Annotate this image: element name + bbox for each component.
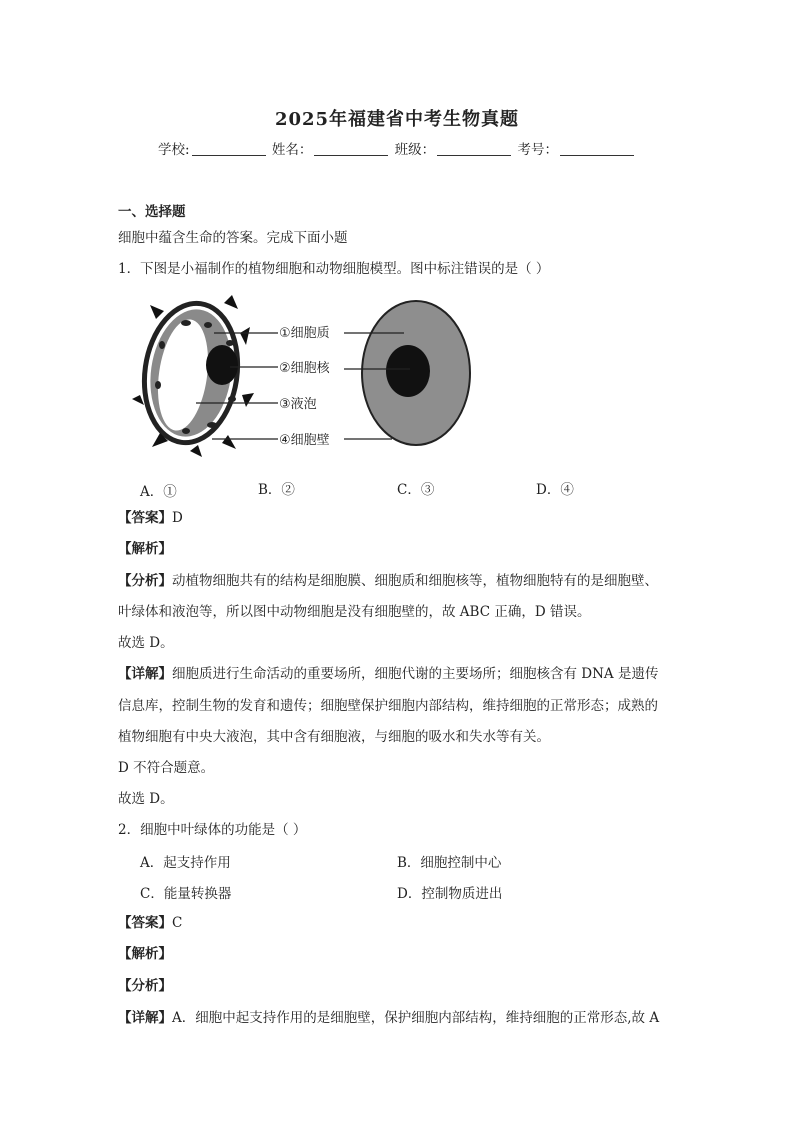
page-title: 2025年福建省中考生物真题 <box>274 109 520 130</box>
section-intro: 细胞中蕴含生命的答案。完成下面小题 <box>118 230 348 246</box>
plant-cell-figure <box>132 295 254 457</box>
q1-analysis-line1 <box>118 571 658 591</box>
q2-stem: 2．细胞中叶绿体的功能是（ ） <box>118 822 307 838</box>
exam-no-blank[interactable] <box>560 141 634 156</box>
section-title: 一、选择题 <box>118 204 186 220</box>
q1-detail-line4: D 不符合题意。 <box>118 760 215 776</box>
class-blank[interactable] <box>437 141 511 156</box>
q1-stem: 1．下图是小福制作的植物细胞和动物细胞模型。图中标注错误的是（ ） <box>118 261 550 277</box>
q1-option-a[interactable]: A．① <box>140 484 177 500</box>
q2-option-c[interactable]: C．能量转换器 <box>140 886 232 902</box>
exam-no-label: 考号： <box>517 142 558 158</box>
q2-answer <box>118 913 182 933</box>
q1-conclusion2: 故选 D。 <box>118 791 174 807</box>
q1-detail-line3: 植物细胞有中央大液泡，其中含有细胞液，与细胞的吸水和失水等有关。 <box>118 729 550 745</box>
class-label: 班级： <box>394 142 436 158</box>
q2-option-d[interactable]: D．控制物质进出 <box>397 886 503 902</box>
animal-cell-figure <box>362 301 470 445</box>
name-blank[interactable] <box>314 141 388 156</box>
school-label: 学校: <box>158 142 190 158</box>
label-vacuole: ③液泡 <box>279 397 317 412</box>
q2-analysis-sub-tag: 【分析】 <box>118 978 172 994</box>
q1-option-b[interactable]: B．② <box>258 482 295 498</box>
q1-answer <box>118 508 183 528</box>
q2-detail-line1 <box>118 1008 659 1028</box>
answer-value: D <box>172 510 183 526</box>
detail-tag: 【详解】 <box>118 666 172 682</box>
answer-tag: 【答案】 <box>118 915 172 931</box>
q2-analysis-tag: 【解析】 <box>118 946 172 962</box>
q1-conclusion1: 故选 D。 <box>118 635 174 651</box>
school-blank[interactable] <box>192 141 266 156</box>
name-label: 姓名： <box>271 142 313 158</box>
q1-detail-line1 <box>118 664 658 684</box>
q1-option-d[interactable]: D．④ <box>536 482 574 498</box>
detail-tag: 【详解】 <box>118 1010 172 1026</box>
detail-text: 细胞质进行生命活动的重要场所，细胞代谢的主要场所；细胞核含有 DNA 是遗传 <box>172 666 659 682</box>
detail-text: A．细胞中起支持作用的是细胞壁，保护细胞内部结构，维持细胞的正常形态,故 A <box>172 1010 660 1026</box>
q1-option-c[interactable]: C．③ <box>397 482 435 498</box>
label-cytoplasm: ①细胞质 <box>279 326 330 341</box>
cell-model-diagram <box>128 295 488 465</box>
q2-option-b[interactable]: B．细胞控制中心 <box>397 855 502 871</box>
label-nucleus: ②细胞核 <box>279 361 330 376</box>
q2-option-a[interactable]: A．起支持作用 <box>140 855 231 871</box>
answer-tag: 【答案】 <box>118 510 172 526</box>
analysis-sub-tag: 【分析】 <box>118 573 172 589</box>
label-cell-wall: ④细胞壁 <box>279 433 330 448</box>
q1-detail-line2: 信息库，控制生物的发育和遗传；细胞壁保护细胞内部结构，维持细胞的正常形态；成熟的 <box>118 698 658 714</box>
analysis-text: 动植物细胞共有的结构是细胞膜、细胞质和细胞核等，植物细胞特有的是细胞壁、 <box>172 573 658 589</box>
student-info-row <box>0 138 794 158</box>
answer-value: C <box>172 915 183 931</box>
q1-analysis-tag: 【解析】 <box>118 541 172 557</box>
q1-analysis-line2: 叶绿体和液泡等，所以图中动物细胞是没有细胞壁的，故 ABC 正确，D 错误。 <box>118 604 591 620</box>
